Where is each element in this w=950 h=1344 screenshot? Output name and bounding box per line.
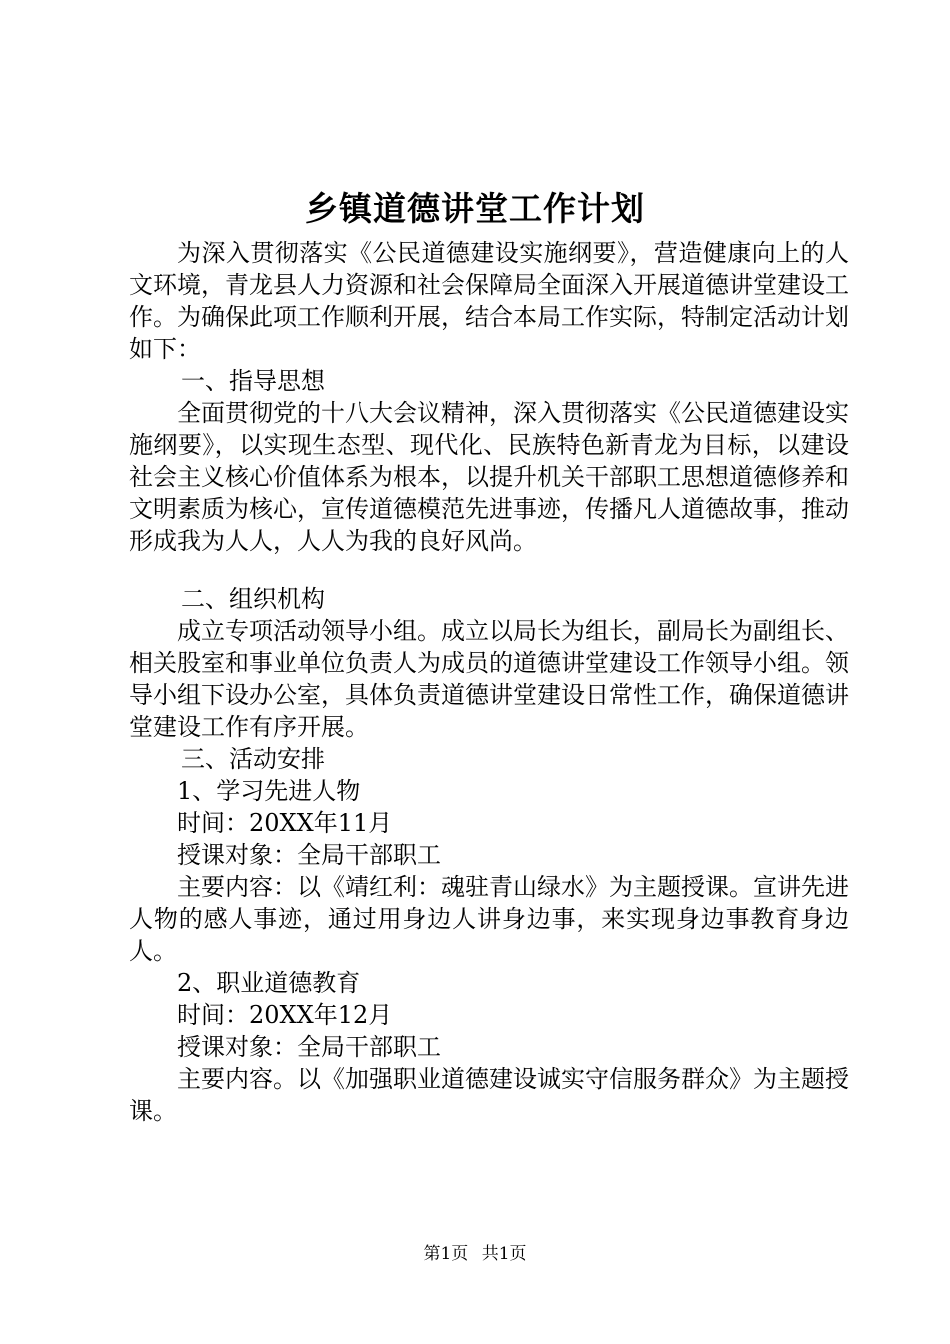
activity-content: 主要内容：以《靖红利：魂驻青山绿水》为主题授课。宣讲先进人物的感人事迹，通过用身边人讲身边事，来实现身边事教育身边人。	[129, 873, 849, 965]
activity-audience: 授课对象：全局干部职工	[177, 841, 441, 869]
page-total: 共1页	[481, 1244, 527, 1264]
activity-content: 主要内容。以《加强职业道德建设诚实守信服务群众》为主题授课。	[129, 1065, 849, 1125]
page-number: 第1页	[423, 1244, 469, 1264]
page-footer	[0, 1242, 950, 1266]
activity-heading: 2、职业道德教育	[177, 969, 361, 997]
section-heading-organization: 二、组织机构	[181, 585, 325, 613]
organization-paragraph: 成立专项活动领导小组。成立以局长为组长，副局长为副组长、相关股室和事业单位负责人为成员的道德讲堂建设工作领导小组。领导小组下设办公室，具体负责道德讲堂建设日常性工作，确保道德讲堂建设工作有序开展。	[129, 617, 849, 741]
activity-time: 时间：20XX年12月	[177, 1001, 393, 1029]
activity-heading: 1、学习先进人物	[177, 777, 361, 805]
intro-paragraph: 为深入贯彻落实《公民道德建设实施纲要》，营造健康向上的人文环境，青龙县人力资源和社会保障局全面深入开展道德讲堂建设工作。为确保此项工作顺利开展，结合本局工作实际，特制定活动计划如下：	[129, 239, 849, 363]
section-heading-activities: 三、活动安排	[181, 745, 325, 773]
document-body	[129, 237, 849, 1127]
guiding-ideology-paragraph: 全面贯彻党的十八大会议精神，深入贯彻落实《公民道德建设实施纲要》，以实现生态型、现代化、民族特色新青龙为目标，以建设社会主义核心价值体系为根本，以提升机关干部职工思想道德修养和文明素质为核心，宣传道德模范先进事迹，传播凡人道德故事，推动形成我为人人，人人为我的良好风尚。	[129, 399, 849, 555]
activity-audience: 授课对象：全局干部职工	[177, 1033, 441, 1061]
paragraph-spacer	[129, 557, 849, 583]
activity-time: 时间：20XX年11月	[177, 809, 393, 837]
section-heading-guiding-ideology: 一、指导思想	[181, 367, 325, 395]
document-title: 乡镇道德讲堂工作计划	[305, 189, 645, 228]
